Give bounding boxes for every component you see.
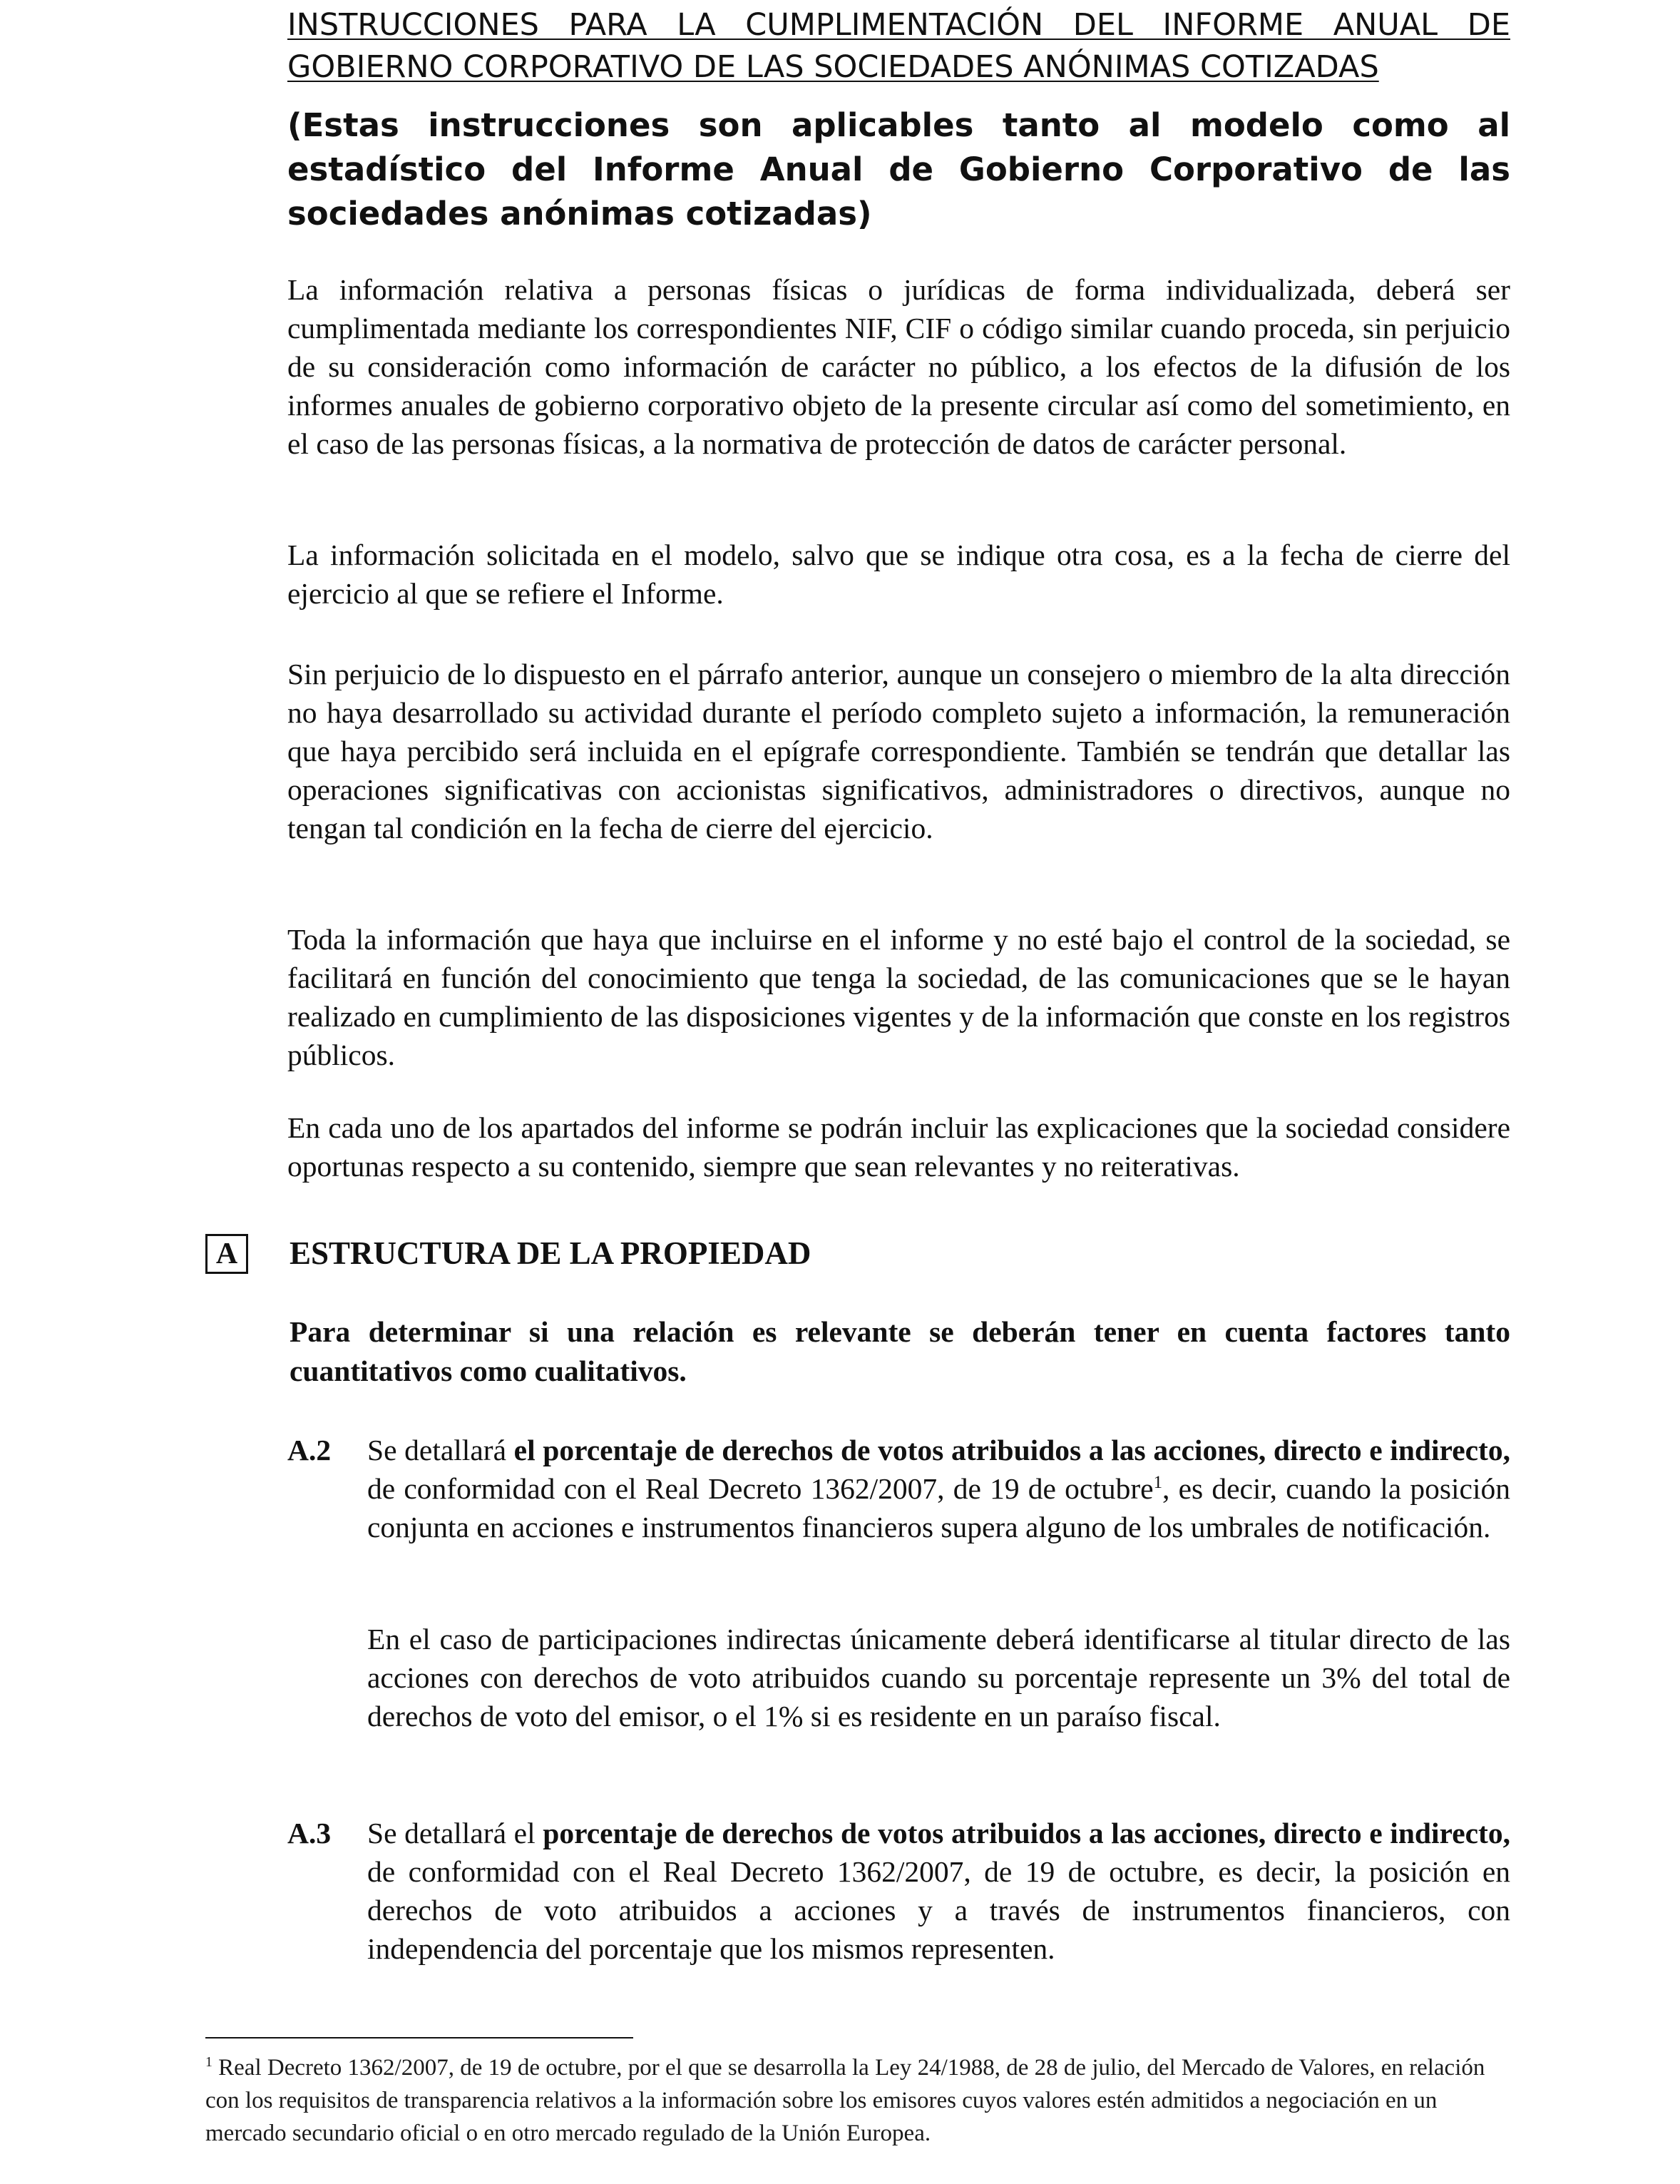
item-body-a3 <box>367 1814 1510 1968</box>
section-title: ESTRUCTURA DE LA PROPIEDAD <box>290 1235 811 1271</box>
section-note: Para determinar si una relación es relevante se deberán tener en cuenta factores tanto cuantitativos como cualitativos. <box>290 1315 1510 1387</box>
paragraph-reference-date: La información solicitada en el modelo, salvo que se indique otra cosa, es a la fecha de cierre del ejercicio al que se refiere el Informe. <box>287 539 1510 610</box>
paragraph-external-information: Toda la información que haya que incluirse en el informe y no esté bajo el control de la sociedad, se facilitará en función del conocimiento que tenga la sociedad, de las comunicaciones que se le hayan realizado en cumplimiento de las disposiciones vigentes y de la información que conste en los registros públicos. <box>287 923 1510 1071</box>
paragraph-remuneration: Sin perjuicio de lo dispuesto en el párrafo anterior, aunque un consejero o miembro de la alta dirección no haya desarrollado su actividad durante el período completo sujeto a información, la remuneración que haya percibido será incluida en el epígrafe correspondiente. También se tendrán que detallar las operaciones significativas con accionistas significativos, administradores o directivos, aunque no tengan tal condición en la fecha de cierre del ejercicio. <box>287 658 1510 844</box>
footnote-text: Real Decreto 1362/2007, de 19 de octubre, por el que se desarrolla la Ley 24/1988, de 28 de julio, del Mercado de Valores, en relación con los requisitos de transparencia relativos a la información sobre los emisores cuyos valores estén admitidos a negociación en un mercado secundario oficial o en otro mercado regulado de la Unión Europea. <box>205 2055 1485 2146</box>
item-number-a2: A.2 <box>287 1434 332 1466</box>
footnote-marker: 1 <box>205 2054 212 2070</box>
document-title: INSTRUCCIONES PARA LA CUMPLIMENTACIÓN DEL INFORME ANUAL DE GOBIERNO CORPORATIVO DE LAS SOCIEDADES ANÓNIMAS COTIZADAS <box>287 7 1510 85</box>
footnote-divider <box>205 2037 633 2038</box>
item-number-a3: A.3 <box>287 1817 332 1849</box>
footnote-reference[interactable]: 1 <box>1153 1473 1163 1493</box>
item-a2-text-2: de conformidad con el Real Decreto 1362/2007, de 19 de octubre <box>367 1472 1154 1505</box>
footnote <box>205 2051 1510 2150</box>
item-a2-paragraph-2: En el caso de participaciones indirectas únicamente deberá identificarse al titular directo de las acciones con derechos de voto atribuidos cuando su porcentaje represente un 3% del total de derechos de voto del emisor, o el 1% si es residente en un paraíso fiscal. <box>367 1623 1510 1733</box>
item-a2-text-3: , es decir, cuando la posición conjunta en acciones e instrumentos financieros supera alguno de los umbrales de notificación. <box>367 1472 1510 1543</box>
paragraph-personal-data: La información relativa a personas físicas o jurídicas de forma individualizada, deberá ser cumplimentada mediante los correspondientes NIF, CIF o código similar cuando proceda, sin perjuicio de su consideración como información de carácter no público, a los efectos de la difusión de los informes anuales de gobierno corporativo objeto de la presente circular así como del sometimiento, en el caso de las personas físicas, a la normativa de protección de datos de carácter personal. <box>287 273 1510 460</box>
document-subtitle: (Estas instrucciones son aplicables tanto al modelo como al estadístico del Informe Anual de Gobierno Corporativo de las sociedades anónimas cotizadas) <box>287 106 1510 233</box>
paragraph-explanations: En cada uno de los apartados del informe se podrán incluir las explicaciones que la sociedad considere oportunas respecto a su contenido, siempre que sean relevantes y no reiterativas. <box>287 1111 1510 1183</box>
section-letter-box: A <box>205 1234 248 1274</box>
item-body-a2 <box>367 1431 1510 1546</box>
item-a2-bold-1: el porcentaje de derechos de votos atribuidos a las acciones, directo e indirecto, <box>513 1434 1510 1466</box>
item-a3-bold-1: porcentaje de derechos de votos atribuidos a las acciones, directo e indirecto, <box>543 1817 1510 1849</box>
item-a2-text-1: Se detallará <box>367 1434 514 1466</box>
item-a3-text-1: Se detallará el <box>367 1817 543 1849</box>
item-a3-text-2: de conformidad con el Real Decreto 1362/2007, de 19 de octubre, es decir, la posición en derechos de voto atribuidos a acciones y a través de instrumentos financieros, con independencia del porcentaje que los mismos representen. <box>367 1855 1510 1965</box>
